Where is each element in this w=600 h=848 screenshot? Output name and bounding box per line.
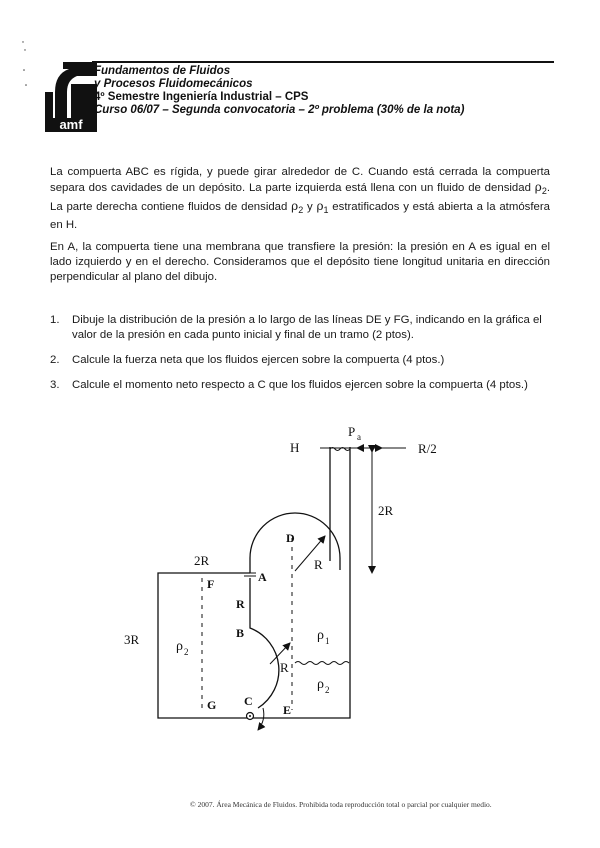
intro-paragraph-1: La compuerta ABC es rígida, y puede girar alrededor de C. Cuando está cerrada la compuerta separa dos cavidades de un depósito. La parte izquierda está llena con un fluido de densidad $\rho_2$. La parte derecha contiene fluidos de densidad $\rho_2$ y $\rho_1$ estratificados y está abierta a la atmósfera en H. — [50, 166, 550, 231]
label-R-lower: R — [280, 660, 289, 675]
amf-logo — [45, 62, 97, 132]
label-Pa: P — [348, 424, 356, 439]
margin-marks — [20, 40, 30, 100]
intro-paragraph-2: En A, la compuerta tiene una membrana que transfiere la presión: la presión en A es igual en el lado izquierdo y en el derecho. Consideramos que el depósito tiene longitud unitaria en dirección perpendicular al plano del dibujo. — [50, 241, 550, 283]
question-2: 2. Calcule la fuerza neta que los fluidos ejercen sobre la compuerta (4 ptos.) — [50, 354, 445, 366]
label-H: H — [290, 440, 300, 455]
label-rho1-right-sub: 1 — [325, 636, 330, 646]
logo-text: amf — [59, 117, 83, 132]
fluid-interface — [295, 662, 349, 665]
label-G: G — [207, 698, 217, 712]
label-2R-top: 2R — [194, 553, 210, 568]
label-rho2-left: ρ — [176, 639, 183, 654]
label-R-half: R/2 — [418, 441, 437, 456]
gate-diagram — [120, 418, 540, 768]
label-R-upper: R — [314, 557, 323, 572]
gate-abc — [250, 578, 279, 708]
gate-upper-wall — [250, 513, 340, 573]
label-E: E — [283, 703, 292, 717]
membrane-A — [244, 573, 256, 576]
label-F: F — [207, 577, 215, 591]
exam-line: Curso 06/07 – Segunda convocatoria – 2º problema (30% de la nota) — [94, 104, 465, 116]
question-1: 1. Dibuje la distribución de la presión a lo largo de las líneas DE y FG, indicando en la gráfica el valor de la presión en cada punto inicial y final de un tramo (2 ptos). — [50, 314, 542, 341]
label-rho2-right-sub: 2 — [325, 685, 330, 695]
copyright-footer: © 2007. Área Mecánica de Fluidos. Prohibida toda reproducción total o parcial por cualquier medio. — [190, 800, 492, 809]
label-A: A — [258, 570, 267, 584]
question-3: 3. Calcule el momento neto respecto a C que los fluidos ejercen sobre la compuerta (4 ptos.) — [50, 379, 528, 391]
rotation-arrow — [258, 708, 264, 730]
label-Pa-sub: a — [357, 432, 361, 442]
course-subtitle: y Procesos Fluidomecánicos — [94, 78, 253, 90]
label-D: D — [286, 531, 295, 545]
label-R-side: R — [236, 597, 245, 611]
label-rho1-right: ρ — [317, 628, 324, 643]
label-B: B — [236, 626, 245, 640]
label-C: C — [244, 694, 253, 708]
label-rho2-left-sub: 2 — [184, 647, 189, 657]
label-3R: 3R — [124, 632, 140, 647]
semester-line: 4º Semestre Ingeniería Industrial – CPS — [94, 91, 309, 103]
label-rho2-right: ρ — [317, 677, 324, 692]
label-2R-right: 2R — [378, 503, 394, 518]
course-title: Fundamentos de Fluidos — [94, 65, 231, 77]
header-rule — [92, 61, 554, 63]
